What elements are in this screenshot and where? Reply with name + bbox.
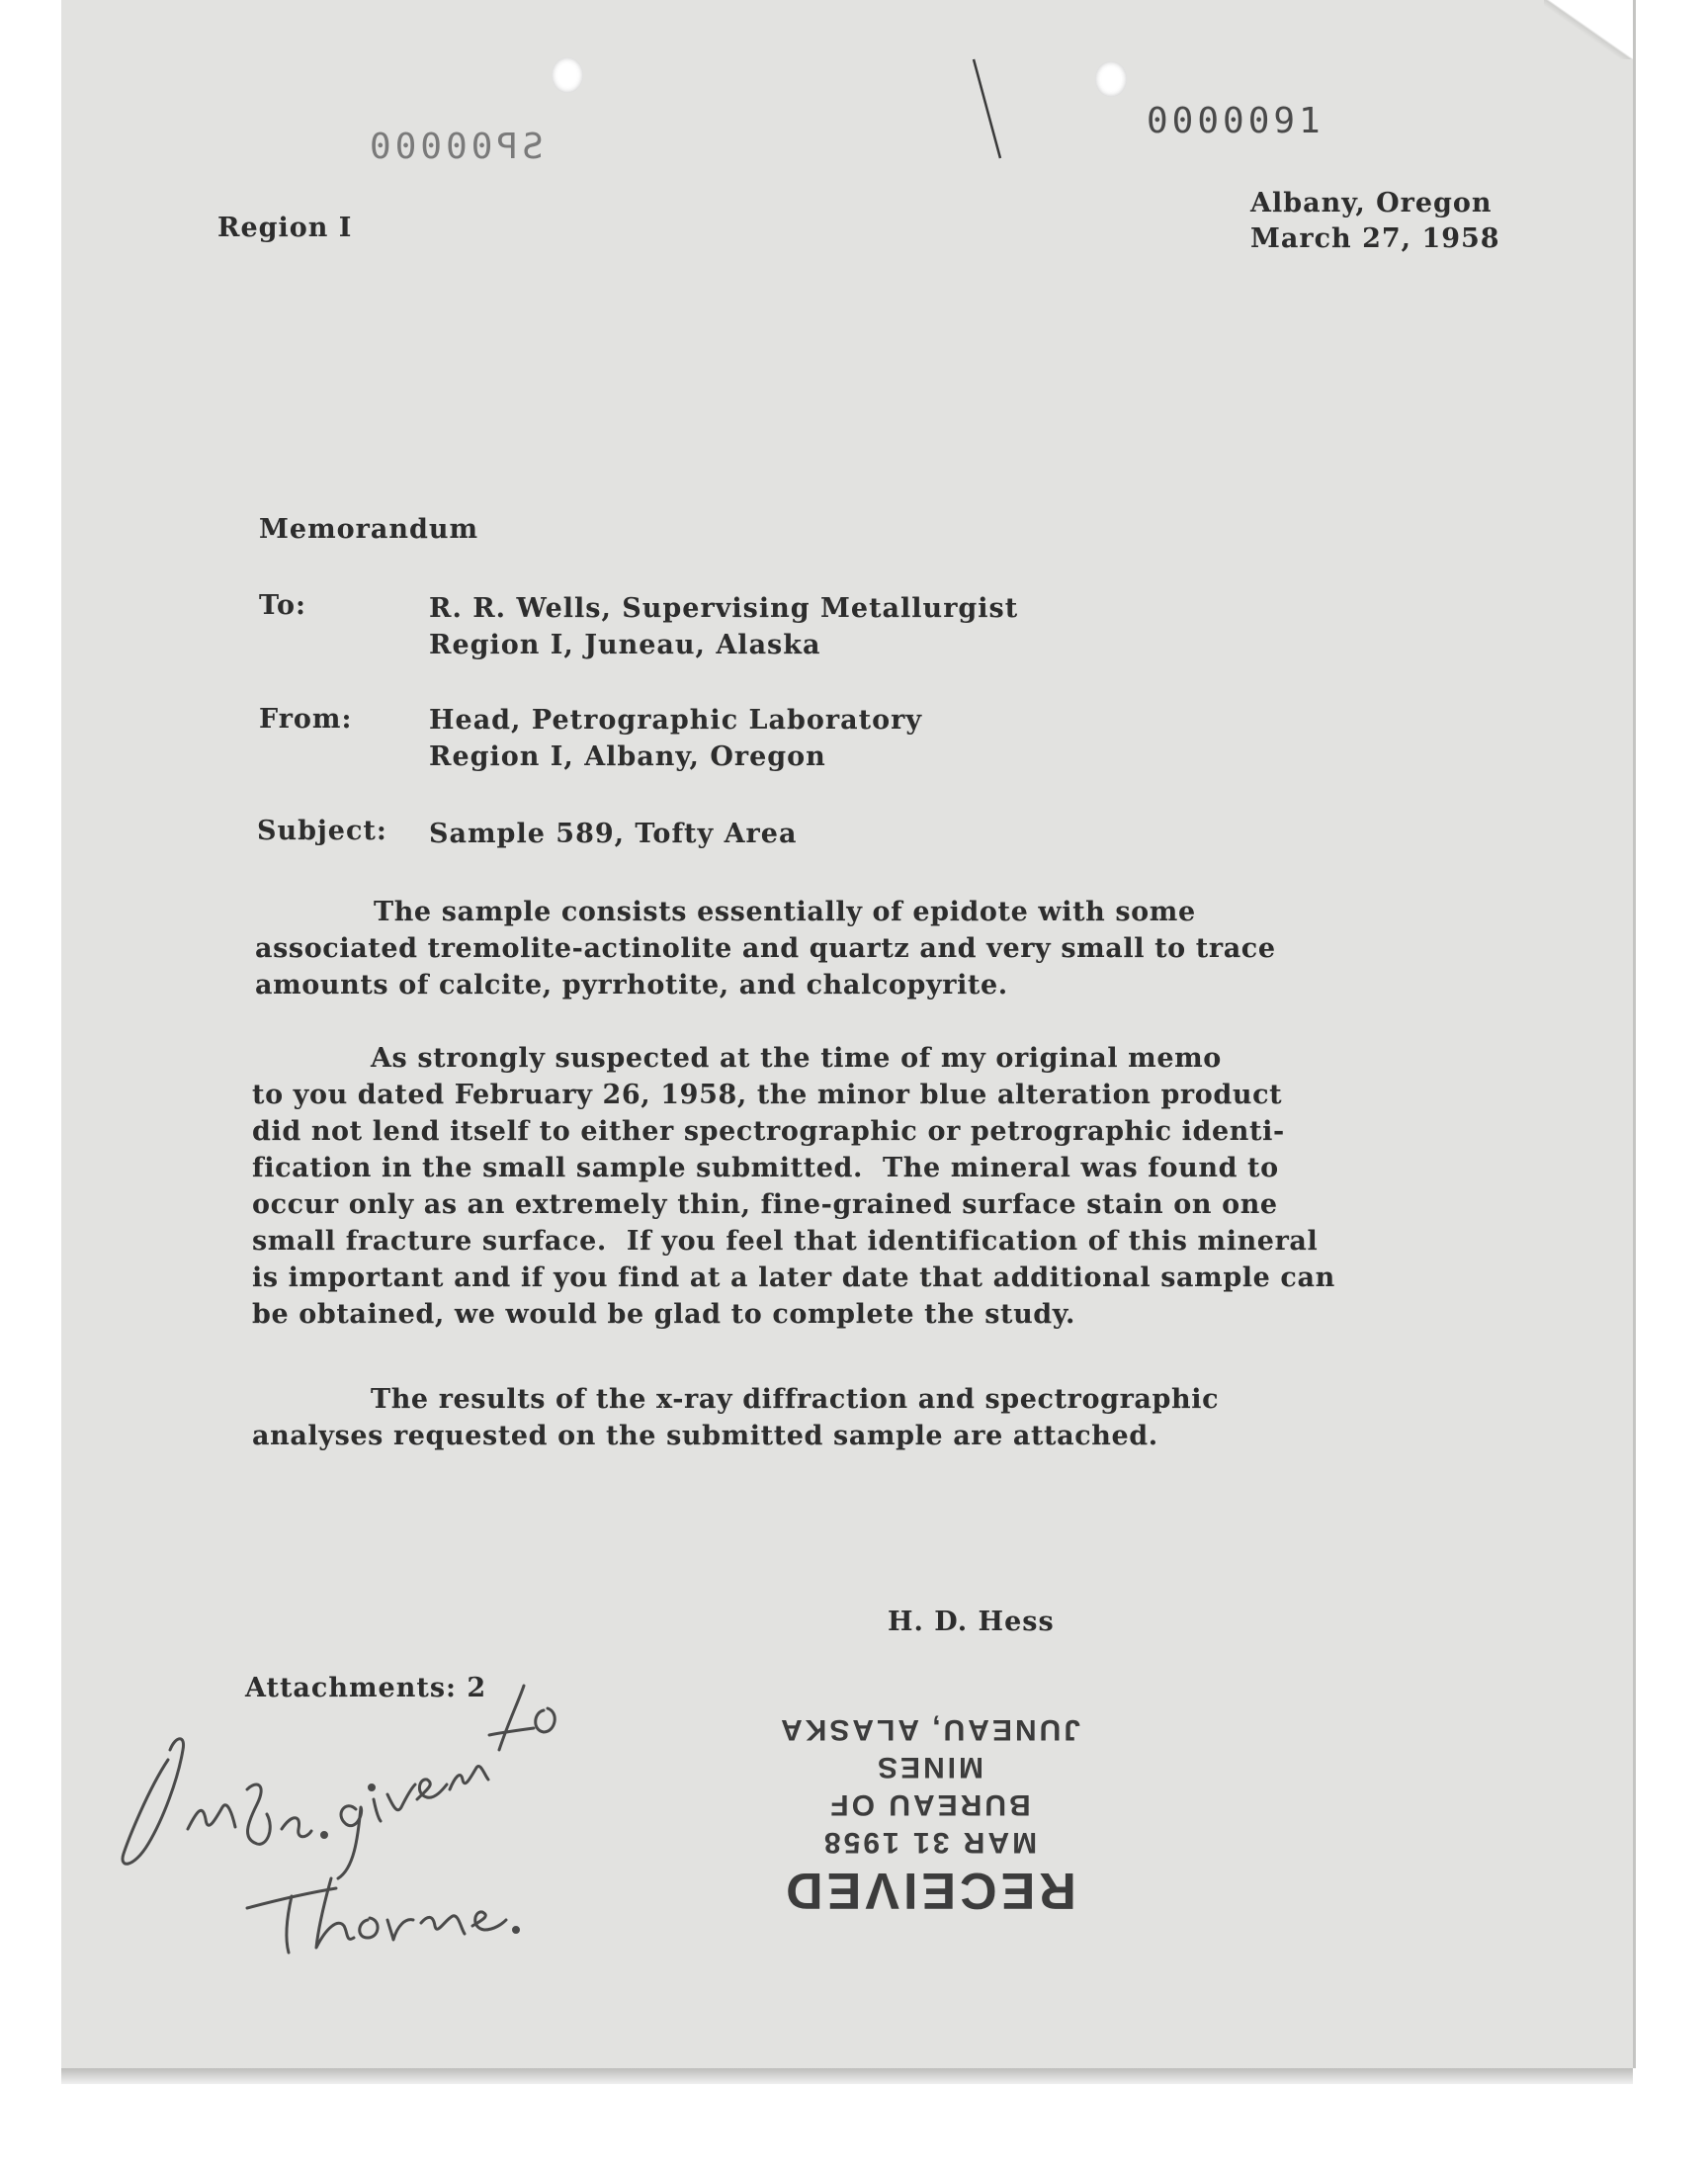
- memo-date: March 27, 1958: [1250, 223, 1500, 254]
- faded-number-stamp: SP00000: [366, 127, 544, 167]
- pencil-mark: [969, 54, 1008, 163]
- punch-hole-left: [552, 57, 583, 93]
- body-paragraph-3: The results of the x-ray diffraction and spectrographic analyses requested on the submitted sample are attached.: [252, 1384, 1220, 1451]
- stamp-location: JUNEAU, ALASKA: [778, 1713, 1080, 1746]
- page-bottom-edge: [61, 2068, 1633, 2084]
- to-line-1: R. R. Wells, Supervising Metallurgist: [429, 593, 1019, 624]
- subject-text: Sample 589, Tofty Area: [429, 819, 798, 849]
- from-line-1: Head, Petrographic Laboratory: [429, 705, 923, 736]
- body-paragraph-1: The sample consists essentially of epidote with some associated tremolite-actinolite and quartz and very small to trace amounts of calcite, pyrrhotite, and chalcopyrite.: [255, 897, 1276, 1000]
- from-label: From:: [259, 704, 353, 735]
- stamp-date: MAR 31 1958: [820, 1826, 1038, 1859]
- punch-hole-right: [1095, 61, 1127, 97]
- stamp-received: RECEIVED: [782, 1862, 1076, 1919]
- region-label: Region I: [217, 213, 353, 243]
- handwritten-note: [109, 1641, 603, 1958]
- received-stamp: [771, 1710, 1087, 1920]
- attachments-line: Attachments: 2: [245, 1673, 487, 1703]
- stamp-agency: BUREAU OF MINES: [827, 1751, 1031, 1821]
- folded-corner: [1544, 0, 1633, 59]
- location: Albany, Oregon: [1250, 188, 1493, 218]
- to-label: To:: [259, 590, 306, 621]
- document-number: 0000091: [1147, 101, 1324, 141]
- body-paragraph-2: As strongly suspected at the time of my original memo to you dated February 26, 1958, the minor blue alteration product did not lend itself to either spectrographic or petrographic identi- fication in the small sample submitted. The mineral was found to occur only as an extremely thin, fine-grained surface stain on one small fracture surface. If you feel that identification of this mineral is important and if you find at a later date that additional sample can be obtained, we would be glad to complete the study.: [252, 1043, 1335, 1330]
- signature-name: H. D. Hess: [888, 1607, 1055, 1637]
- from-line-2: Region I, Albany, Oregon: [429, 741, 826, 772]
- memo-title: Memorandum: [259, 514, 479, 545]
- subject-label: Subject:: [257, 816, 387, 846]
- to-line-2: Region I, Juneau, Alaska: [429, 630, 821, 660]
